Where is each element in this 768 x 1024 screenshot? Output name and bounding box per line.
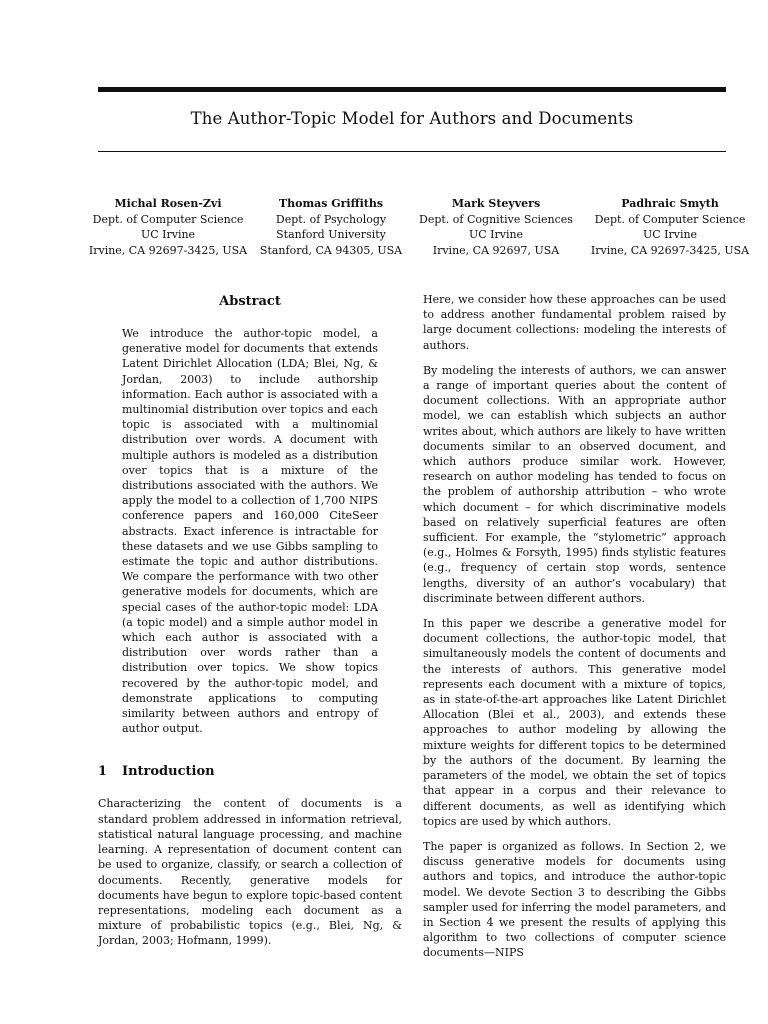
author-1 [80, 196, 256, 258]
author-inst: UC Irvine [468, 228, 524, 241]
author-3 [412, 196, 580, 258]
section-number: 1 [98, 764, 108, 780]
body-paragraph-2: By modeling the interests of authors, we can answer a range of important queries about the content of document collections. With an appropriate author model, we can establish which subjects an author writes about, which authors are likely to have written documents similar to an observed document, and which authors produce similar work. However, research on author modeling has tended to focus on the problem of authorship attribution – who wrote which document – for which discriminative models based on relatively superficial features are often sufficient. For example, the “stylometric” approach (e.g., Holmes & Forsyth, 1995) finds stylistic features (e.g., frequency of certain stop words, sentence lengths, diversity of an author’s vocabulary) that discriminate between different authors. [423, 363, 726, 605]
author-2 [256, 196, 406, 258]
author-addr: Irvine, CA 92697-3425, USA [88, 243, 248, 257]
body-paragraph-4: The paper is organized as follows. In Section 2, we discuss generative models for documents using authors and topics, and introduce the author-topic model. We devote Section 3 to describing the Gibbs sampler used for inferring the model parameters, and in Section 4 we present the results of applying this algorithm to two collections of computer science documents—NIPS [423, 839, 726, 960]
author-inst: Stanford University [276, 228, 386, 241]
author-addr: Irvine, CA 92697-3425, USA [590, 243, 750, 257]
author-4 [580, 196, 760, 258]
author-dept: Dept. of Cognitive Sciences [419, 212, 573, 226]
abstract-text: We introduce the author-topic model, a generative model for documents that extends Latent Dirichlet Allocation (LDA; Blei, Ng, & Jordan, 2003) to include authorship information. Each author is associated with a multinomial distribution over topics and each topic is associated with a multinomial distribution over words. A document with multiple authors is modeled as a distribution over topics that is a mixture of the distributions associated with the authors. We apply the model to a collection of 1,700 NIPS conference papers and 160,000 CiteSeer abstracts. Exact inference is intractable for these datasets and we use Gibbs sampling to estimate the topic and author distributions. We compare the performance with two other generative models for documents, which are special cases of the author-topic model: LDA (a topic model) and a simple author model in which each author is associated with a distribution over words rather than a distribution over topics. We show topics recovered by the author-topic model, and demonstrate applications to computing similarity between authors and entropy of author output. [122, 327, 378, 736]
author-dept: Dept. of Computer Science [594, 212, 746, 226]
body-paragraph-1: Here, we consider how these approaches can be used to address another fundamental problem raised by large document collections: modeling the interests of authors. [423, 293, 726, 352]
author-block [80, 196, 760, 260]
section-heading-introduction [98, 762, 402, 782]
author-inst: UC Irvine [642, 228, 698, 241]
left-column [98, 292, 402, 949]
author-addr: Stanford, CA 94305, USA [259, 243, 403, 257]
intro-paragraph-1: Characterizing the content of documents is a standard problem addressed in information retrieval, statistical natural language processing, and machine learning. A representation of document content can be used to organize, classify, or search a collection of documents. Recently, generative models for documents have begun to explore topic-based content representations, modeling each document as a mixture of probabilistic topics (e.g., Blei, Ng, & Jordan, 2003; Hofmann, 1999). [98, 797, 402, 948]
author-name: Padhraic Smyth [621, 197, 719, 210]
section-title: Introduction [122, 764, 215, 780]
abstract-heading: Abstract [219, 294, 281, 309]
author-name: Michal Rosen-Zvi [114, 197, 222, 210]
author-dept: Dept. of Computer Science [92, 212, 244, 226]
author-dept: Dept. of Psychology [275, 212, 387, 226]
author-addr: Irvine, CA 92697, USA [432, 243, 560, 257]
right-column [423, 292, 726, 961]
top-rule [98, 87, 726, 92]
author-name: Mark Steyvers [451, 197, 541, 210]
paper-title: The Author-Topic Model for Authors and Documents [190, 109, 634, 128]
title-rule [98, 151, 726, 152]
body-paragraph-3: In this paper we describe a generative model for document collections, the author-topic model, that simultaneously models the content of documents and the interests of authors. This generative model represents each document with a mixture of topics, as in state-of-the-art approaches like Latent Dirichlet Allocation (Blei et al., 2003), and extends these approaches to author modeling by allowing the mixture weights for different topics to be determined by the authors of the document. By learning the parameters of the model, we obtain the set of topics that appear in a corpus and their relevance to different documents, as well as identifying which topics are used by which authors. [423, 617, 726, 828]
author-inst: UC Irvine [140, 228, 196, 241]
author-name: Thomas Griffiths [278, 197, 384, 210]
